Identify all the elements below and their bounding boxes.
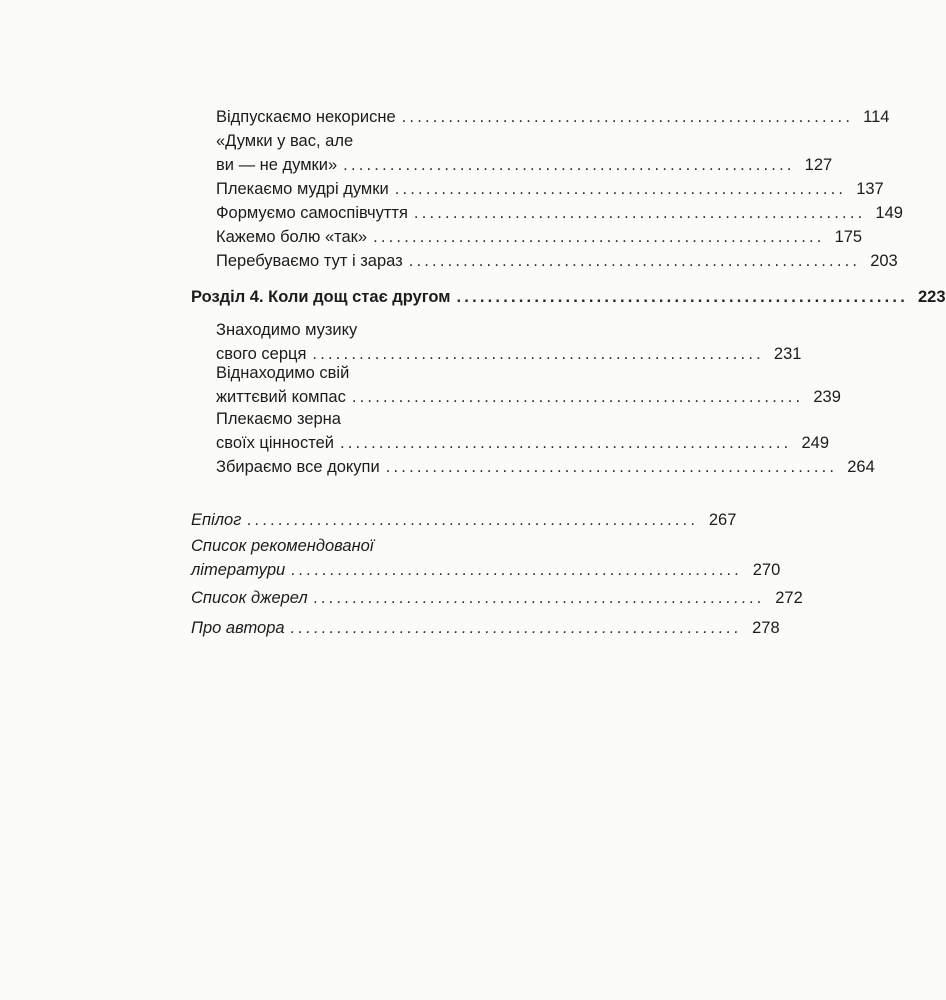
- dot-leader: ..........................................................: [313, 589, 766, 607]
- toc-page-number: 137: [856, 180, 884, 198]
- toc-entry-title: літератури: [191, 561, 286, 579]
- toc-entry-title: свого серця: [216, 345, 307, 363]
- dot-leader: ..........................................................: [312, 345, 764, 363]
- toc-page-number: 127: [804, 156, 833, 174]
- dot-leader: ..........................................................: [413, 204, 866, 222]
- dot-leader: ..........................................................: [385, 458, 838, 476]
- dot-leader: ..........................................................: [394, 180, 847, 198]
- dot-leader: ..........................................................: [373, 228, 825, 246]
- dot-leader: ..........................................................: [408, 252, 861, 270]
- toc-page-number: 114: [863, 108, 890, 126]
- toc-page-number: 149: [875, 204, 903, 222]
- toc-page-number: 278: [752, 619, 780, 637]
- toc-page-number: 239: [813, 388, 841, 406]
- toc-page-number: 203: [870, 252, 898, 270]
- toc-page-number: 175: [834, 228, 863, 246]
- dot-leader: ..........................................................: [343, 156, 795, 174]
- dot-leader: ..........................................................: [456, 288, 908, 306]
- toc-entry-title: життєвий компас: [216, 388, 346, 406]
- toc-page-number: 249: [801, 434, 829, 452]
- toc-page-number: 270: [752, 561, 781, 579]
- dot-leader: ..........................................................: [290, 619, 743, 637]
- toc-entry-title: Формуємо самоспівчуття: [216, 204, 408, 222]
- toc-entry-title: Список джерел: [191, 589, 308, 607]
- toc-entry-title: Відпускаємо некорисне: [216, 108, 396, 126]
- dot-leader: ..........................................................: [401, 108, 854, 126]
- toc-entry-title: своїх цінностей: [216, 434, 334, 452]
- dot-leader: ..........................................................: [291, 561, 743, 579]
- toc-page-number: 267: [708, 511, 737, 529]
- toc-page-number: 264: [847, 458, 875, 476]
- toc-entry-title: Плекаємо мудрі думки: [216, 180, 389, 198]
- toc-entry-title: Розділ 4. Коли дощ стає другом: [191, 288, 451, 306]
- toc-entry-title: Список рекомендованої: [191, 537, 374, 555]
- dot-leader: ..........................................................: [339, 434, 792, 452]
- toc-page-number: 231: [773, 345, 802, 363]
- toc-entry-title: Про автора: [191, 619, 285, 637]
- toc-page-number: 223: [918, 288, 946, 306]
- toc-entry-title: «Думки у вас, але: [216, 132, 354, 150]
- toc-entry-title: ви — не думки»: [216, 156, 338, 174]
- toc-entry-title: Кажемо болю «так»: [216, 228, 368, 246]
- toc-entry-title: Плекаємо зерна: [216, 410, 341, 428]
- toc-page-number: 272: [775, 589, 803, 607]
- toc-entry-title: Знаходимо музику: [216, 321, 358, 339]
- toc-entry-title: Віднаходимо свій: [216, 364, 350, 382]
- toc-entry-title: Епілог: [191, 511, 242, 529]
- toc-entry-title: Збираємо все докупи: [216, 458, 380, 476]
- toc-entry-title: Перебуваємо тут і зараз: [216, 252, 403, 270]
- dot-leader: ..........................................................: [351, 388, 804, 406]
- dot-leader: ..........................................................: [247, 511, 699, 529]
